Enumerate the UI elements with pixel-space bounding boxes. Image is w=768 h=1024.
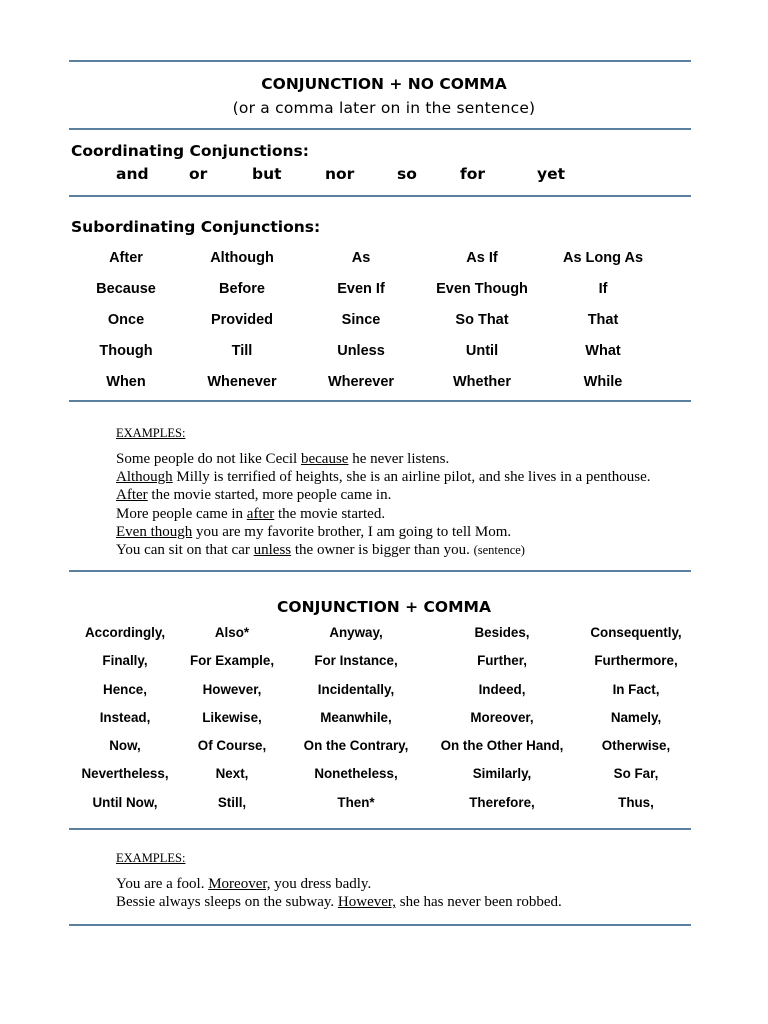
examples-label: EXAMPLES: — [116, 851, 186, 865]
example-text: You can sit on that car — [116, 542, 254, 559]
comma-conjunction: Until Now, — [92, 795, 158, 810]
example-text: you are my favorite brother, I am going to tell Mom. — [192, 523, 512, 540]
example-sentence — [116, 505, 651, 523]
coordinating-heading: Coordinating Conjunctions: — [71, 142, 309, 160]
example-text: Some people do not like Cecil — [116, 451, 301, 467]
example-text: You are a fool. — [116, 876, 209, 892]
subordinating-conjunction: Even If — [337, 281, 385, 297]
comma-conjunction: Namely, — [610, 710, 662, 725]
example-sentence — [116, 450, 651, 468]
subordinating-conjunction: Wherever — [327, 374, 395, 390]
example-conjunction: After — [116, 487, 148, 504]
comma-conjunction: Besides, — [474, 625, 530, 640]
coordinating-word: and — [116, 165, 149, 183]
example-text: she has never been robbed. — [396, 894, 562, 911]
subordinating-conjunction: Since — [341, 312, 381, 328]
comma-conjunction: So Far, — [613, 766, 659, 781]
subordinating-conjunction: After — [109, 250, 143, 266]
comma-conjunction: Therefore, — [469, 795, 535, 810]
subordinating-heading: Subordinating Conjunctions: — [71, 218, 321, 236]
subordinating-conjunction: So That — [455, 312, 509, 328]
coordinating-word: so — [397, 165, 417, 183]
example-sentence — [116, 541, 651, 559]
example-text: Bessie always sleeps on the subway. — [116, 894, 338, 911]
subordinating-conjunction: Until — [465, 343, 499, 359]
comma-conjunction: Meanwhile, — [320, 710, 392, 725]
example-text: Milly is terrified of heights, she is an airline pilot, and she lives in a penthouse. — [172, 469, 651, 486]
comma-conjunction: On the Contrary, — [303, 738, 409, 753]
comma-conjunction: Nevertheless, — [81, 766, 169, 781]
coordinating-word: yet — [537, 165, 566, 183]
divider — [69, 60, 691, 62]
comma-conjunction: Incidentally, — [317, 682, 395, 697]
section-title-no-comma: CONJUNCTION + NO COMMA — [261, 75, 507, 93]
divider — [69, 570, 691, 572]
subordinating-conjunction: Provided — [210, 312, 274, 328]
comma-conjunction: Thus, — [618, 795, 654, 810]
comma-conjunction: Moreover, — [470, 710, 534, 725]
divider — [69, 400, 691, 402]
comma-conjunction: Consequently, — [590, 625, 682, 640]
example-conjunction: Even though — [116, 523, 193, 540]
coordinating-word: nor — [325, 165, 355, 183]
subordinating-conjunction: When — [106, 374, 146, 390]
divider — [69, 828, 691, 830]
section-title-comma: CONJUNCTION + COMMA — [277, 598, 491, 616]
examples-label: EXAMPLES: — [116, 426, 186, 440]
comma-conjunction: However, — [202, 682, 262, 697]
example-sentence — [116, 486, 651, 504]
comma-conjunction: Still, — [217, 795, 247, 810]
comma-conjunction: Next, — [215, 766, 249, 781]
example-conjunction: because — [300, 451, 349, 467]
example-conjunction: after — [246, 505, 275, 522]
subordinating-conjunction: Once — [107, 312, 145, 328]
comma-conjunction: For Instance, — [314, 653, 398, 668]
comma-conjunction: Accordingly, — [84, 625, 166, 640]
subordinating-conjunction: As Long As — [562, 250, 644, 266]
comma-conjunction: Furthermore, — [594, 653, 678, 668]
comma-conjunction: Now, — [109, 738, 141, 753]
comma-conjunction: Similarly, — [472, 766, 532, 781]
comma-conjunction: Of Course, — [197, 738, 267, 753]
coordinating-word: or — [189, 165, 208, 183]
subordinating-conjunction: Whether — [453, 374, 511, 390]
subordinating-conjunction: Before — [219, 281, 265, 297]
example-sentence — [116, 893, 562, 911]
comma-conjunction: Finally, — [102, 653, 148, 668]
example-conjunction: Moreover, — [208, 876, 271, 892]
subordinating-conjunction: Although — [210, 250, 274, 266]
example-note: (sentence) — [473, 543, 525, 558]
example-conjunction: However, — [337, 894, 397, 911]
section-subtitle: (or a comma later on in the sentence) — [232, 99, 536, 117]
example-sentence — [116, 468, 651, 486]
comma-conjunction: Likewise, — [202, 710, 262, 725]
subordinating-conjunction: That — [587, 312, 619, 328]
comma-conjunction: Further, — [477, 653, 527, 668]
subordinating-conjunction: As If — [466, 250, 498, 266]
subordinating-conjunction: What — [585, 343, 621, 359]
example-text: the movie started. — [274, 505, 386, 522]
comma-conjunction: Then* — [337, 795, 375, 810]
subordinating-conjunction: While — [583, 374, 623, 390]
example-text: More people came in — [116, 505, 247, 522]
comma-conjunction: Otherwise, — [601, 738, 671, 753]
example-sentence — [116, 523, 651, 541]
subordinating-conjunction: If — [598, 281, 608, 297]
example-text: he never listens. — [348, 451, 450, 467]
divider — [69, 195, 691, 197]
divider — [69, 128, 691, 130]
examples-list — [116, 450, 651, 559]
comma-conjunction: Instead, — [99, 710, 151, 725]
comma-conjunction: Anyway, — [329, 625, 383, 640]
comma-conjunction: Nonetheless, — [314, 766, 398, 781]
example-text: the movie started, more people came in. — [147, 487, 392, 504]
subordinating-conjunction: Whenever — [207, 374, 277, 390]
comma-conjunction: On the Other Hand, — [440, 738, 564, 753]
comma-conjunction: Hence, — [103, 682, 147, 697]
example-sentence — [116, 875, 562, 893]
subordinating-conjunction: Unless — [337, 343, 385, 359]
divider — [69, 924, 691, 926]
coordinating-word: for — [460, 165, 486, 183]
examples-list — [116, 875, 562, 911]
subordinating-conjunction: Though — [99, 343, 153, 359]
example-conjunction: Although — [116, 469, 173, 486]
subordinating-conjunction: Because — [96, 281, 156, 297]
example-text: the owner is bigger than you. — [291, 542, 474, 559]
comma-conjunction: Indeed, — [478, 682, 526, 697]
coordinating-word: but — [252, 165, 282, 183]
subordinating-conjunction: As — [351, 250, 371, 266]
comma-conjunction: In Fact, — [612, 682, 660, 697]
comma-conjunction: Also* — [214, 625, 250, 640]
comma-conjunction: For Example, — [189, 653, 275, 668]
example-conjunction: unless — [253, 542, 292, 559]
subordinating-conjunction: Till — [231, 343, 253, 359]
subordinating-conjunction: Even Though — [436, 281, 528, 297]
example-text: you dress badly. — [270, 876, 372, 892]
